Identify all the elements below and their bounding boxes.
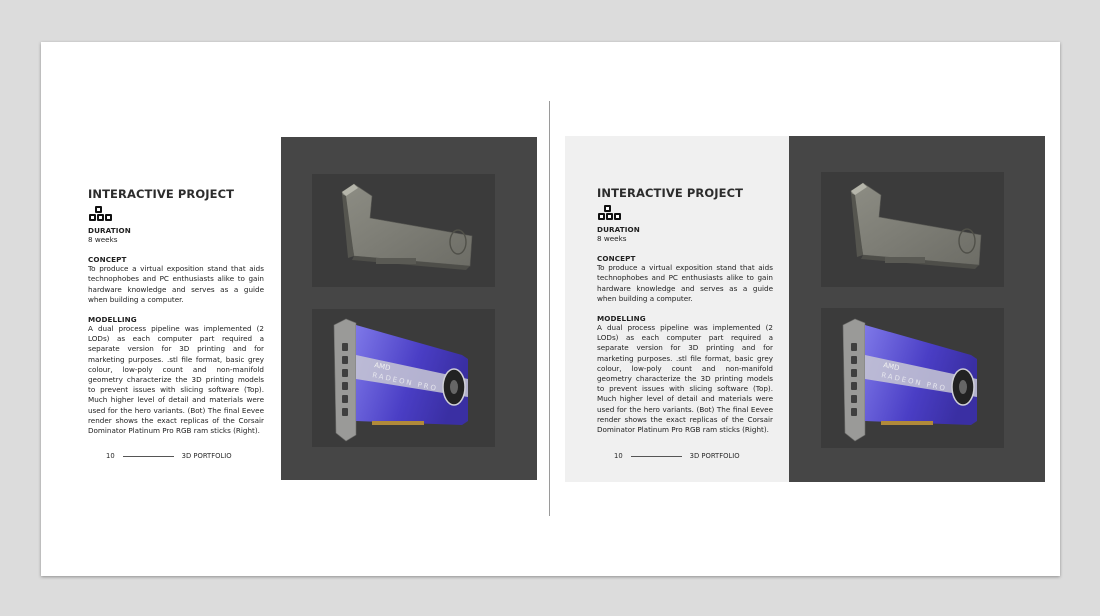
duration-label: DURATION bbox=[597, 225, 640, 234]
duration-label: DURATION bbox=[88, 226, 131, 235]
project-title: INTERACTIVE PROJECT bbox=[597, 186, 744, 200]
grey-gpu-illustration bbox=[821, 172, 1004, 287]
concept-label: CONCEPT bbox=[88, 255, 127, 265]
concept-label: CONCEPT bbox=[597, 254, 636, 264]
modelling-text: A dual process pipeline was implemented (2 LODs) as each computer part required a separate version for 3D printing and for marketing purposes. .stl file format, basic grey colour, low-poly count and non-manifold geometry characterize the 3D printing models to prevent issues with slicing software (Top). Much higher level of detail and materials were used for the hero variants. (Bot) The final Eevee render shows the exact replicas of the Corsair Dominator Platinum Pro RGB ram sticks (Right). bbox=[88, 324, 264, 436]
text-column bbox=[88, 187, 264, 436]
svg-text:RADEON PRO: RADEON PRO bbox=[371, 371, 439, 393]
grey-gpu-illustration bbox=[312, 174, 495, 287]
duration-value: 8 weeks bbox=[597, 234, 627, 243]
footer-rule bbox=[123, 456, 174, 457]
grey-gpu-render bbox=[821, 172, 1004, 287]
render-panel bbox=[789, 136, 1045, 482]
lego-bricks-icon bbox=[88, 206, 114, 223]
radeon-gpu-render bbox=[821, 308, 1004, 448]
concept-text: To produce a virtual exposition stand that aids technophobes and PC enthusiasts alike to gain hardware knowledge and serves as a guide when building a computer. bbox=[88, 264, 264, 304]
svg-text:AMD: AMD bbox=[882, 361, 901, 373]
grey-gpu-render bbox=[312, 174, 495, 287]
text-column bbox=[597, 186, 773, 435]
radeon-gpu-illustration bbox=[821, 308, 1004, 448]
lego-bricks-icon bbox=[597, 205, 623, 222]
page-footer bbox=[106, 452, 232, 460]
footer-rule bbox=[631, 456, 682, 457]
svg-text:AMD: AMD bbox=[373, 361, 392, 373]
section-name: 3D PORTFOLIO bbox=[181, 452, 232, 460]
duration-value: 8 weeks bbox=[88, 235, 118, 244]
modelling-text: A dual process pipeline was implemented (2 LODs) as each computer part required a separate version for 3D printing and for marketing purposes. .stl file format, basic grey colour, low-poly count and non-manifold geometry characterize the 3D printing models to prevent issues with slicing software (Top). Much higher level of detail and materials were used for the hero variants. (Bot) The final Eevee render shows the exact replicas of the Corsair Dominator Platinum Pro RGB ram sticks (Right). bbox=[597, 323, 773, 435]
section-name: 3D PORTFOLIO bbox=[689, 452, 740, 460]
page-footer bbox=[614, 452, 740, 460]
project-title: INTERACTIVE PROJECT bbox=[88, 187, 235, 201]
page-number: 10 bbox=[106, 452, 115, 460]
render-panel bbox=[281, 137, 537, 480]
radeon-gpu-render bbox=[312, 309, 495, 447]
layout-right bbox=[565, 136, 1045, 482]
modelling-label: MODELLING bbox=[88, 315, 137, 325]
layout-left bbox=[41, 42, 549, 576]
layout-divider bbox=[549, 101, 550, 516]
page-number: 10 bbox=[614, 452, 623, 460]
radeon-gpu-illustration bbox=[312, 309, 495, 447]
svg-text:RADEON PRO: RADEON PRO bbox=[880, 371, 948, 393]
modelling-label: MODELLING bbox=[597, 314, 646, 324]
concept-text: To produce a virtual exposition stand that aids technophobes and PC enthusiasts alike to gain hardware knowledge and serves as a guide when building a computer. bbox=[597, 263, 773, 303]
